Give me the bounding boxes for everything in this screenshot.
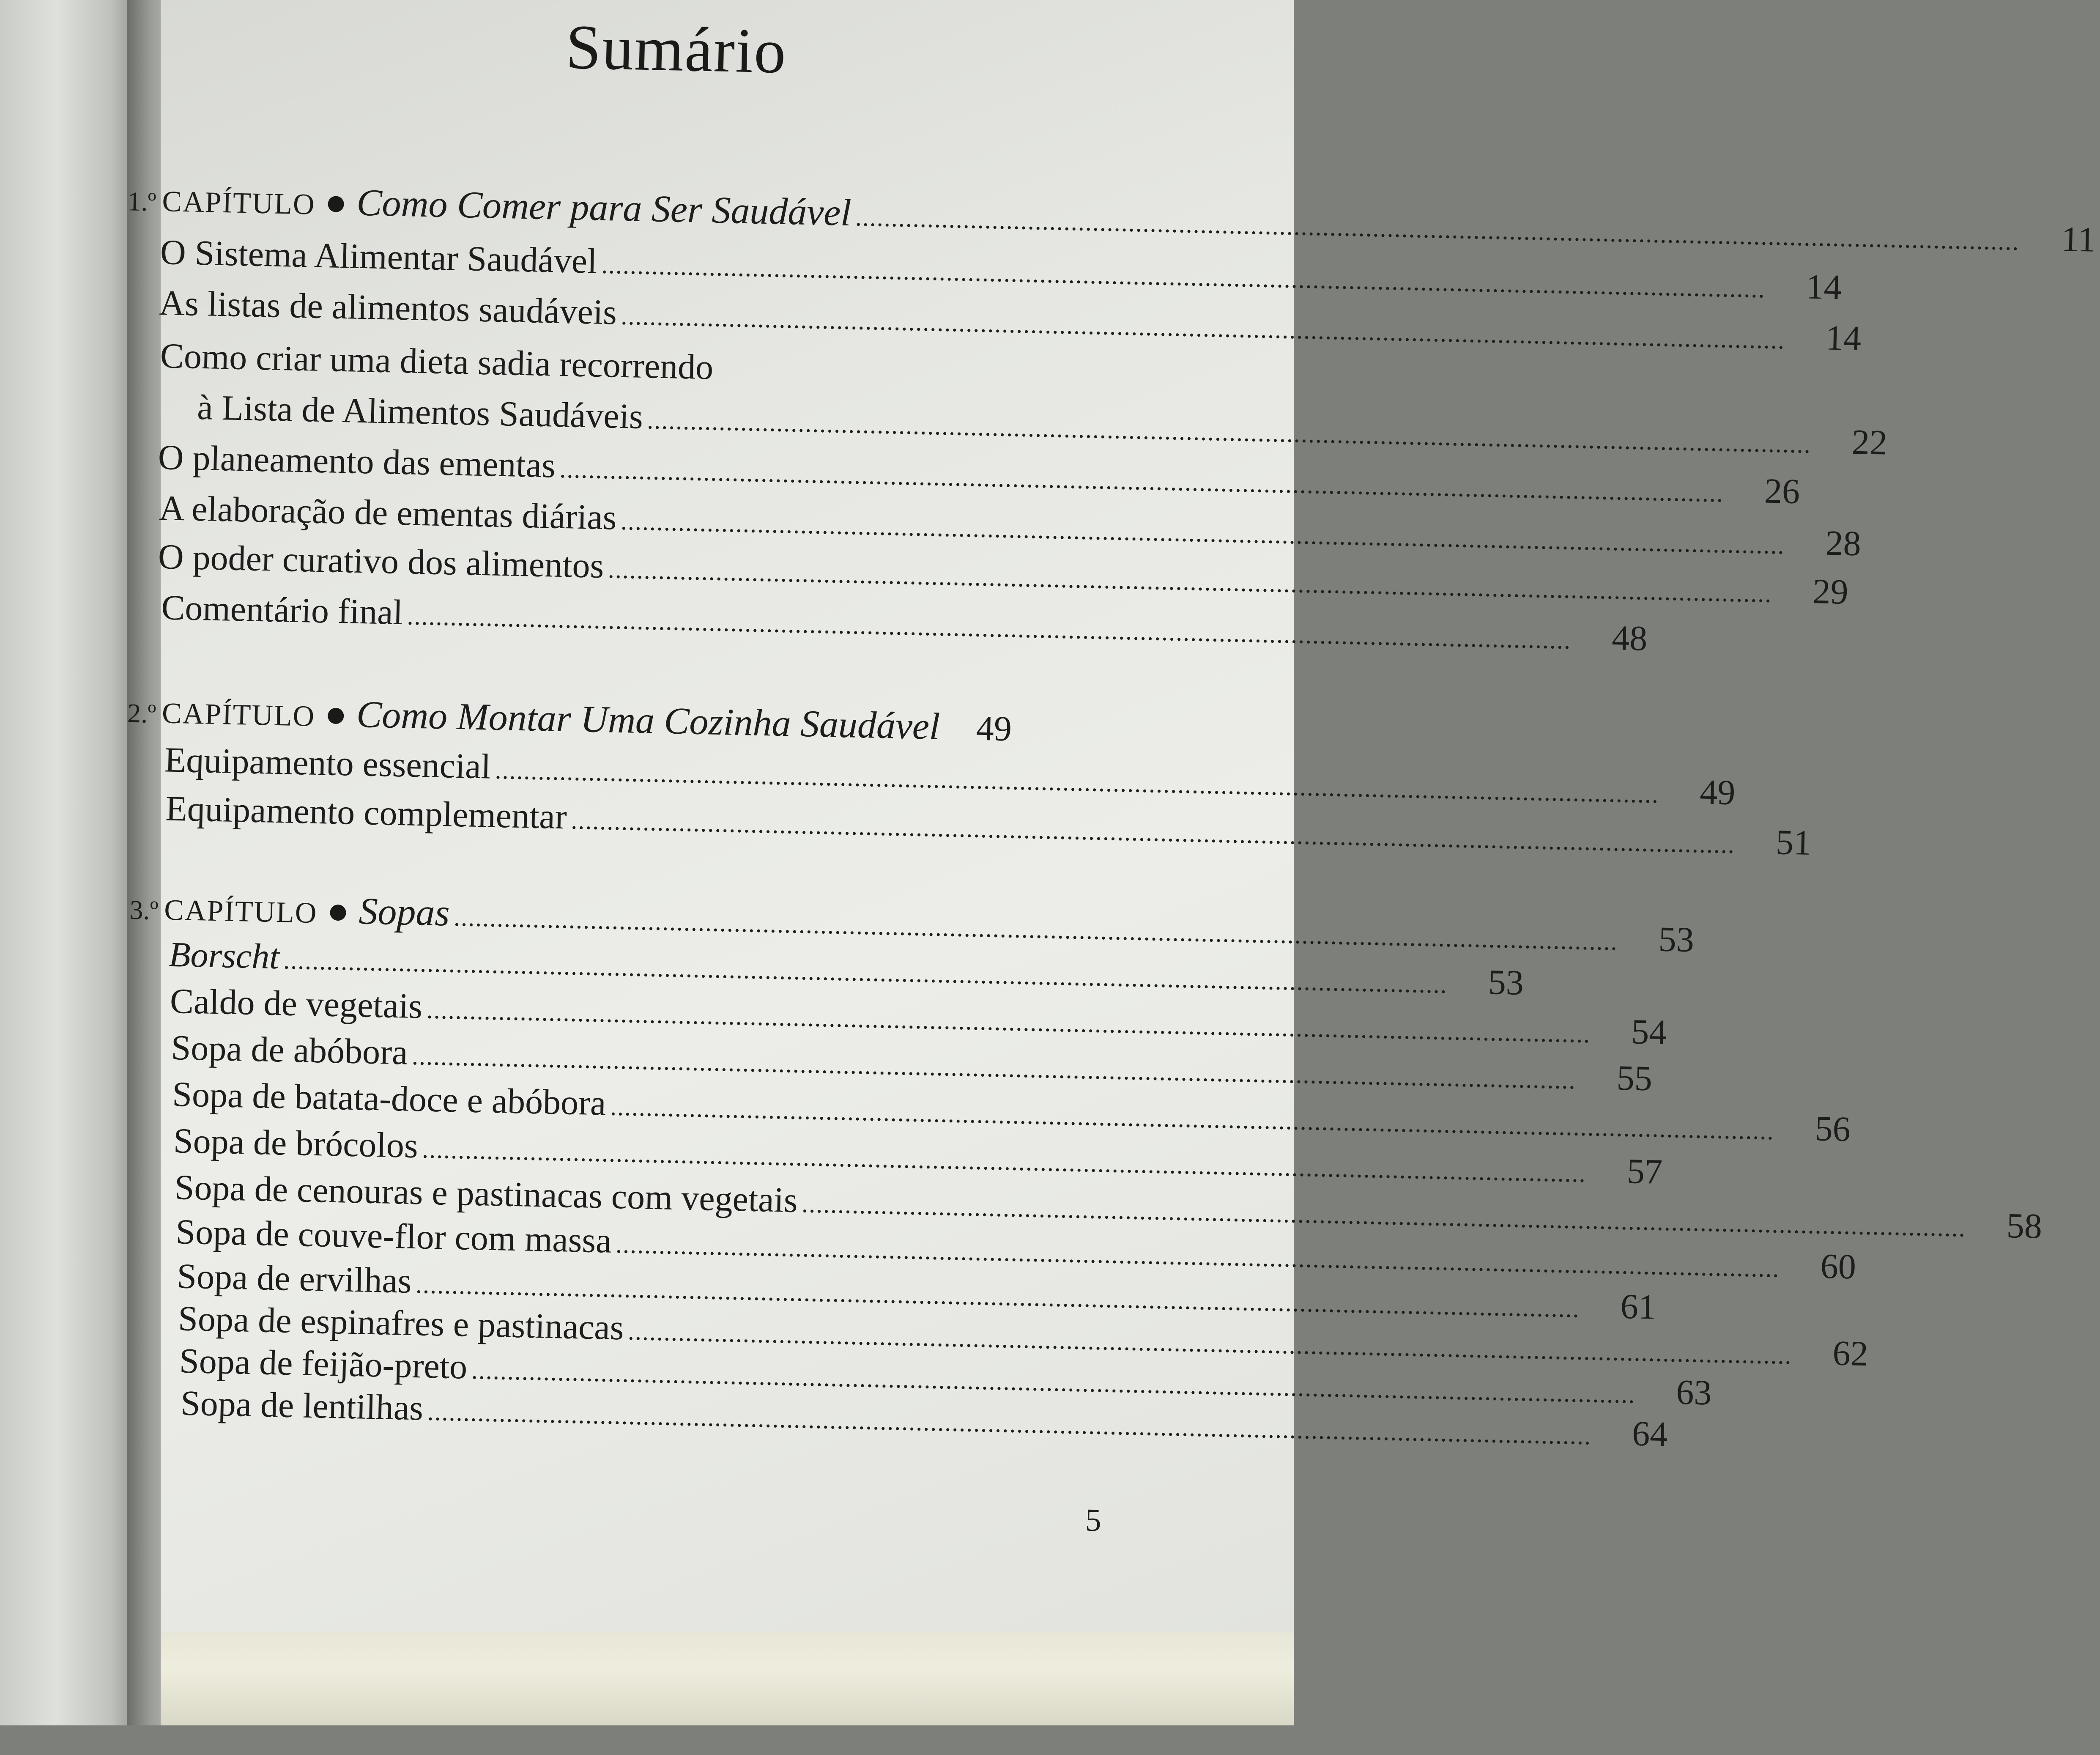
dot-leader: .................................................................................................................................................................. [411,1042,1577,1094]
entry-page: 58 [2006,1206,2043,1246]
chapter-1-label [127,179,851,232]
entry-page: 53 [1488,963,1524,1003]
dot-leader: .................................................................................................................................................................. [495,756,1659,809]
entry-page: 26 [1764,471,1801,512]
entry-label: Equipamento essencial [164,740,491,787]
chapter-page: 11 [2061,219,2096,260]
entry-label: Como criar uma dieta sadia recorrendo [160,336,714,387]
entry-label: Equipamento complementar [165,789,567,837]
page-title: Sumário [565,11,788,87]
chapter-2-label [127,691,940,746]
entry-page: 55 [1616,1058,1653,1099]
chapter-2-heading [127,691,1197,751]
entry-page: 49 [1699,772,1736,813]
entry-page: 14 [1805,267,1842,307]
entry-label: O Sistema Alimentar Saudável [160,232,598,281]
dot-leader: .................................................................................................................................................................. [559,455,1724,507]
dot-leader: .................................................................................................................................................................. [453,903,1618,956]
entry-page: 62 [1832,1333,1869,1374]
dot-leader: .................................................................................................................................................................. [615,1230,1780,1283]
entry-label: Sopa de espinafres e pastinacas [178,1299,624,1348]
chapter-3-label [129,888,450,932]
bullet-icon [328,196,344,212]
entry-label: O poder curativo dos alimentos [158,537,605,586]
entry-label: A elaboração de ementas diárias [159,488,617,537]
dot-leader: .................................................................................................................................................................. [283,946,1448,999]
chapter-number: 2.º [127,698,156,729]
entry-label: Sopa de lentilhas [180,1383,424,1428]
dot-leader: .................................................................................................................................................................. [601,250,1766,303]
chapter-word: CAPÍTULO [162,697,315,733]
bullet-icon [328,708,344,724]
dot-leader: .................................................................................................................................................................. [621,302,1785,354]
entry-page: 56 [1814,1109,1851,1149]
toc-entry [160,232,1842,307]
entry-label: Sopa de feijão-preto [179,1341,468,1387]
chapter-page: 53 [1658,919,1695,960]
chapter-word: CAPÍTULO [162,185,316,221]
toc-entry [161,588,1648,658]
dot-leader: .................................................................................................................................................................. [620,507,1785,559]
entry-page: 14 [1825,318,1862,359]
dot-leader: .................................................................................................................................................................. [422,1135,1587,1188]
entry-label: à Lista de Alimentos Saudáveis [197,387,643,436]
dot-leader: .................................................................................................................................................................. [471,1356,1636,1409]
entry-label: Sopa de ervilhas [176,1256,412,1301]
entry-label: Borscht [168,935,280,977]
dot-leader: .................................................................................................................................................................. [608,555,1773,608]
page-number: 5 [1084,1502,1102,1538]
chapter-title: Como Comer para Ser Saudável [356,181,852,234]
entry-page: 63 [1676,1372,1712,1413]
entry-page: 22 [1851,422,1888,463]
entry-page: 54 [1631,1012,1667,1052]
toc-entry [197,387,1888,463]
entry-page: 64 [1632,1414,1668,1454]
dot-leader: .................................................................................................................................................................. [646,406,1812,458]
chapter-page: 49 [975,708,1012,749]
entry-label: Caldo de vegetais [170,981,423,1026]
dot-leader: .................................................................................................................................................................. [801,1190,1966,1242]
dot-leader: .................................................................................................................................................................. [427,1397,1592,1450]
entry-page: 51 [1775,823,1812,863]
entry-label: O planeamento das ementas [158,437,556,485]
toc-entry [159,283,1862,359]
dot-leader: .................................................................................................................................................................. [426,995,1591,1048]
entry-page: 48 [1611,618,1648,658]
chapter-number: 1.º [127,186,157,217]
toc-entry [160,338,1205,396]
dot-leader: .................................................................................................................................................................. [407,602,1572,655]
entry-page: 29 [1812,572,1849,612]
entry-page: 61 [1620,1286,1656,1327]
chapter-number: 3.º [129,894,159,926]
entry-label: Sopa de brócolos [173,1121,419,1166]
dot-leader: .................................................................................................................................................................. [855,203,2020,256]
entry-page: 60 [1820,1246,1856,1287]
dot-leader: .................................................................................................................................................................. [610,1092,1775,1145]
entry-label: As listas de alimentos saudáveis [159,283,617,332]
entry-label: Sopa de abóbora [170,1028,408,1072]
dot-leader: .................................................................................................................................................................. [415,1270,1580,1323]
entry-label: Sopa de cenouras e pastinacas com vegetais [174,1168,798,1220]
bullet-icon [330,905,346,921]
dot-leader: .................................................................................................................................................................. [570,806,1736,859]
entry-label: Sopa de couve-flor com massa [175,1212,612,1261]
entry-page: 28 [1825,523,1862,564]
chapter-title: Sopas [358,890,450,934]
entry-label: Comentário final [161,588,403,633]
toc-entry [158,437,1801,512]
dot-leader: .................................................................................................................................................................. [627,1317,1793,1370]
chapter-word: CAPÍTULO [164,894,318,930]
entry-page: 57 [1626,1152,1663,1192]
entry-label: Sopa de batata-doce e abóbora [172,1075,607,1123]
chapter-title: Como Montar Uma Cozinha Saudável [356,693,941,748]
